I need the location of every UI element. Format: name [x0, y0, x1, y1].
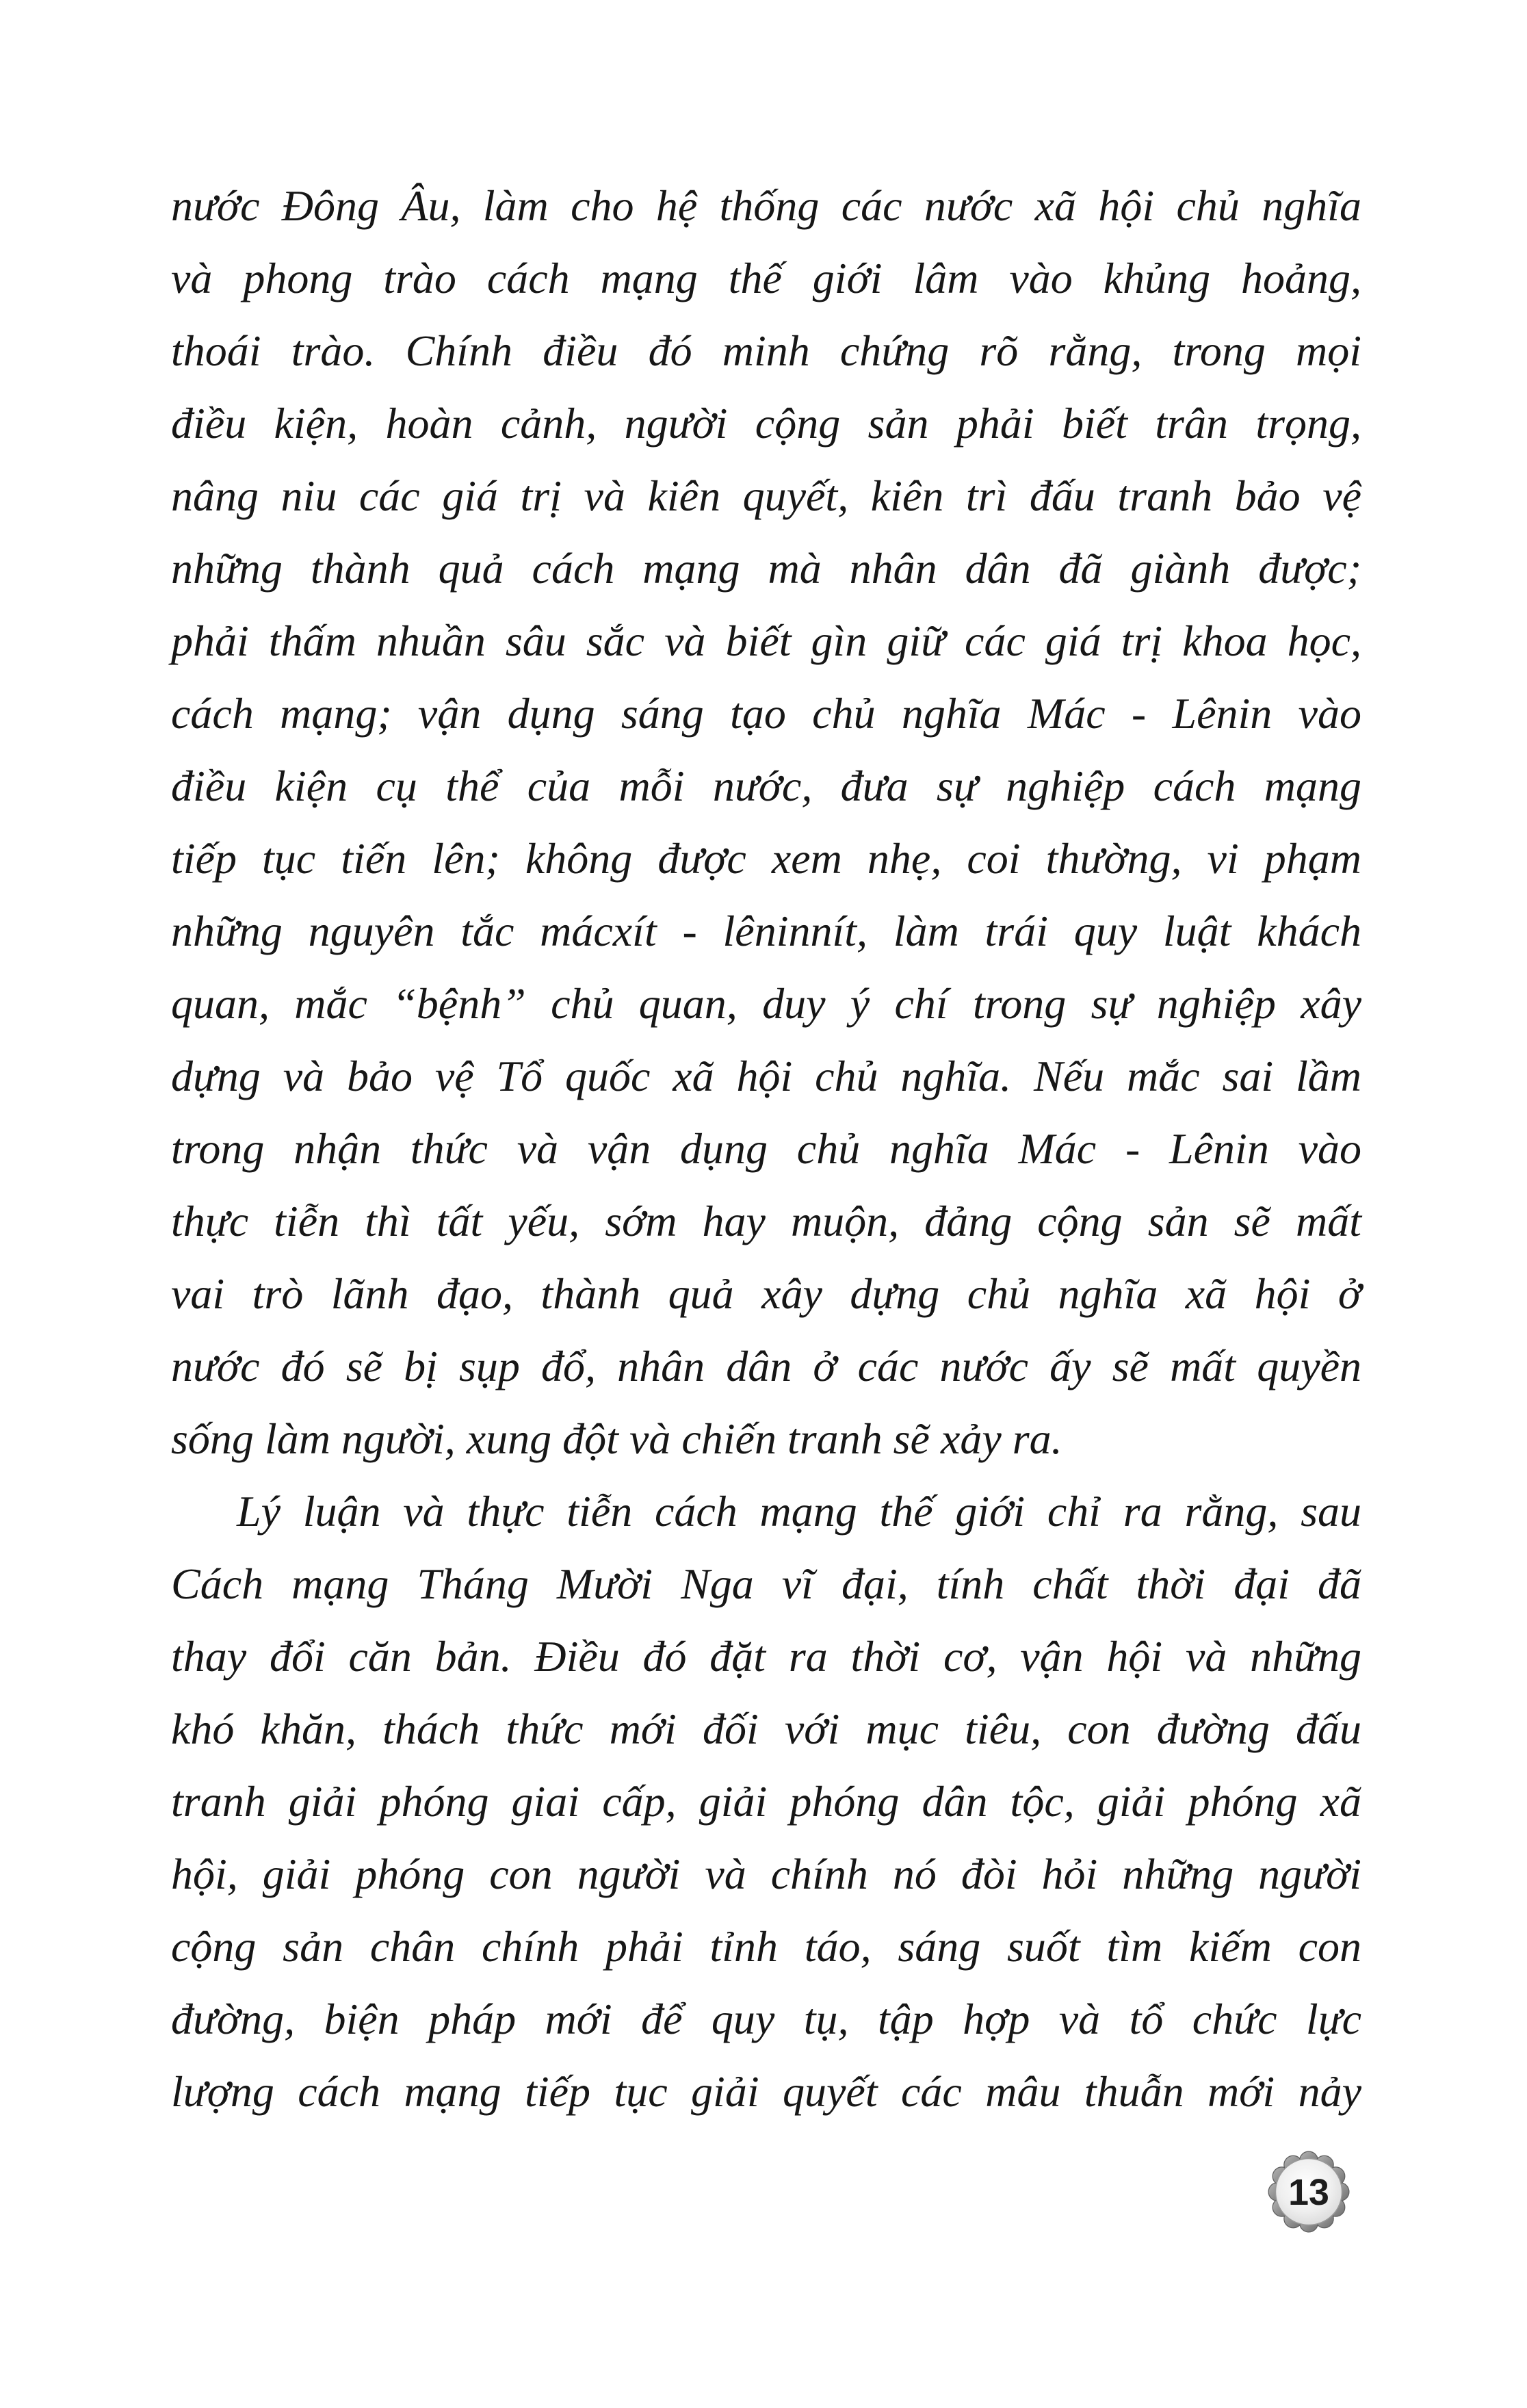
- text-line: thay đổi căn bản. Điều đó đặt ra thời cơ, vận hội và những: [171, 1632, 1361, 1681]
- text-line: vai trò lãnh đạo, thành quả xây dựng chủ nghĩa xã hội ở: [171, 1269, 1361, 1318]
- text-line: quan, mắc “bệnh” chủ quan, duy ý chí trong sự nghiệp xây: [171, 979, 1361, 1028]
- paragraph-2: [171, 1475, 1361, 2128]
- text-line: tranh giải phóng giai cấp, giải phóng dân tộc, giải phóng xã: [171, 1777, 1361, 1826]
- text-line: thực tiễn thì tất yếu, sớm hay muộn, đảng cộng sản sẽ mất: [171, 1197, 1361, 1245]
- text-line: khó khăn, thách thức mới đối với mục tiêu, con đường đấu: [171, 1705, 1361, 1753]
- text-line: điều kiện, hoàn cảnh, người cộng sản phải biết trân trọng,: [171, 399, 1361, 448]
- text-line: nâng niu các giá trị và kiên quyết, kiên trì đấu tranh bảo vệ: [171, 471, 1361, 520]
- text-line: cách mạng; vận dụng sáng tạo chủ nghĩa Mác - Lênin vào: [171, 689, 1361, 738]
- page-number-badge: [1266, 2149, 1351, 2234]
- text-line: phải thấm nhuần sâu sắc và biết gìn giữ các giá trị khoa học,: [171, 617, 1361, 665]
- text-line: những thành quả cách mạng mà nhân dân đã giành được;: [171, 544, 1361, 593]
- text-line: thoái trào. Chính điều đó minh chứng rõ rằng, trong mọi: [171, 326, 1361, 375]
- text-line: Cách mạng Tháng Mười Nga vĩ đại, tính chất thời đại đã: [171, 1559, 1361, 1608]
- text-line: nước đó sẽ bị sụp đổ, nhân dân ở các nước ấy sẽ mất quyền: [171, 1342, 1361, 1390]
- page-number: 13: [1288, 2172, 1329, 2214]
- text-line: cộng sản chân chính phải tỉnh táo, sáng suốt tìm kiếm con: [171, 1922, 1361, 1971]
- paragraph-1: [171, 170, 1361, 1475]
- text-line: lượng cách mạng tiếp tục giải quyết các mâu thuẫn mới nảy: [171, 2067, 1361, 2116]
- text-line: trong nhận thức và vận dụng chủ nghĩa Mác - Lênin vào: [171, 1124, 1361, 1173]
- text-line: điều kiện cụ thể của mỗi nước, đưa sự nghiệp cách mạng: [171, 762, 1361, 810]
- text-line: những nguyên tắc mácxít - lêninnít, làm trái quy luật khách: [171, 907, 1361, 955]
- scalloped-badge-graphic: [1266, 2149, 1351, 2234]
- text-line: tiếp tục tiến lên; không được xem nhẹ, coi thường, vi phạm: [171, 834, 1361, 883]
- text-line: và phong trào cách mạng thế giới lâm vào khủng hoảng,: [171, 254, 1361, 302]
- text-line: đường, biện pháp mới để quy tụ, tập hợp và tổ chức lực: [171, 1995, 1361, 2043]
- page-text-block: [171, 170, 1361, 2128]
- text-line: Lý luận và thực tiễn cách mạng thế giới chỉ ra rằng, sau: [237, 1487, 1361, 1536]
- text-line: sống làm người, xung đột và chiến tranh sẽ xảy ra.: [171, 1414, 1062, 1463]
- text-line: nước Đông Âu, làm cho hệ thống các nước xã hội chủ nghĩa: [171, 181, 1361, 230]
- text-line: dựng và bảo vệ Tổ quốc xã hội chủ nghĩa. Nếu mắc sai lầm: [171, 1052, 1361, 1100]
- text-line: hội, giải phóng con người và chính nó đòi hỏi những người: [171, 1850, 1361, 1898]
